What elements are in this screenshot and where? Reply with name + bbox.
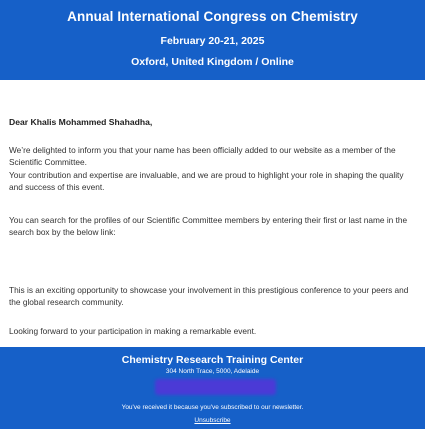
paragraph-announcement-line1: We’re delighted to inform you that your name has been officially added to our website as a member of the Scientific Committee.: [9, 145, 396, 168]
salutation: Dear Khalis Mohammed Shahadha,: [9, 117, 153, 127]
congress-venue: Oxford, United Kingdom / Online: [131, 56, 294, 68]
paragraph-closing: Looking forward to your participation in making a remarkable event.: [9, 326, 257, 336]
paragraph-announcement: [9, 144, 415, 194]
email-footer: [0, 347, 425, 429]
paragraph-opportunity: This is an exciting opportunity to showcase your involvement in this prestigious conference to your peers and the global research community.: [9, 285, 409, 308]
congress-dates: February 20-21, 2025: [160, 35, 265, 47]
paragraph-search-instructions: You can search for the profiles of our Scientific Committee members by entering their first or last name in the search box by the below link:: [9, 215, 408, 238]
organization-name: Chemistry Research Training Center: [121, 354, 304, 366]
email-header: [0, 0, 425, 80]
unsubscribe-row: [0, 417, 425, 424]
subscription-notice: You've received it because you've subscribed to our newsletter.: [121, 404, 304, 411]
congress-title: Annual International Congress on Chemistry: [67, 9, 358, 24]
unsubscribe-link[interactable]: Unsubscribe: [194, 417, 231, 424]
organization-address: 304 North Trace, 5000, Adelaide: [165, 368, 260, 375]
paragraph-announcement-line2: Your contribution and expertise are invaluable, and we are proud to highlight your role in shaping the quality and success of this event.: [9, 169, 404, 193]
email-body: [9, 116, 415, 336]
redacted-contact-bar: [155, 379, 276, 395]
